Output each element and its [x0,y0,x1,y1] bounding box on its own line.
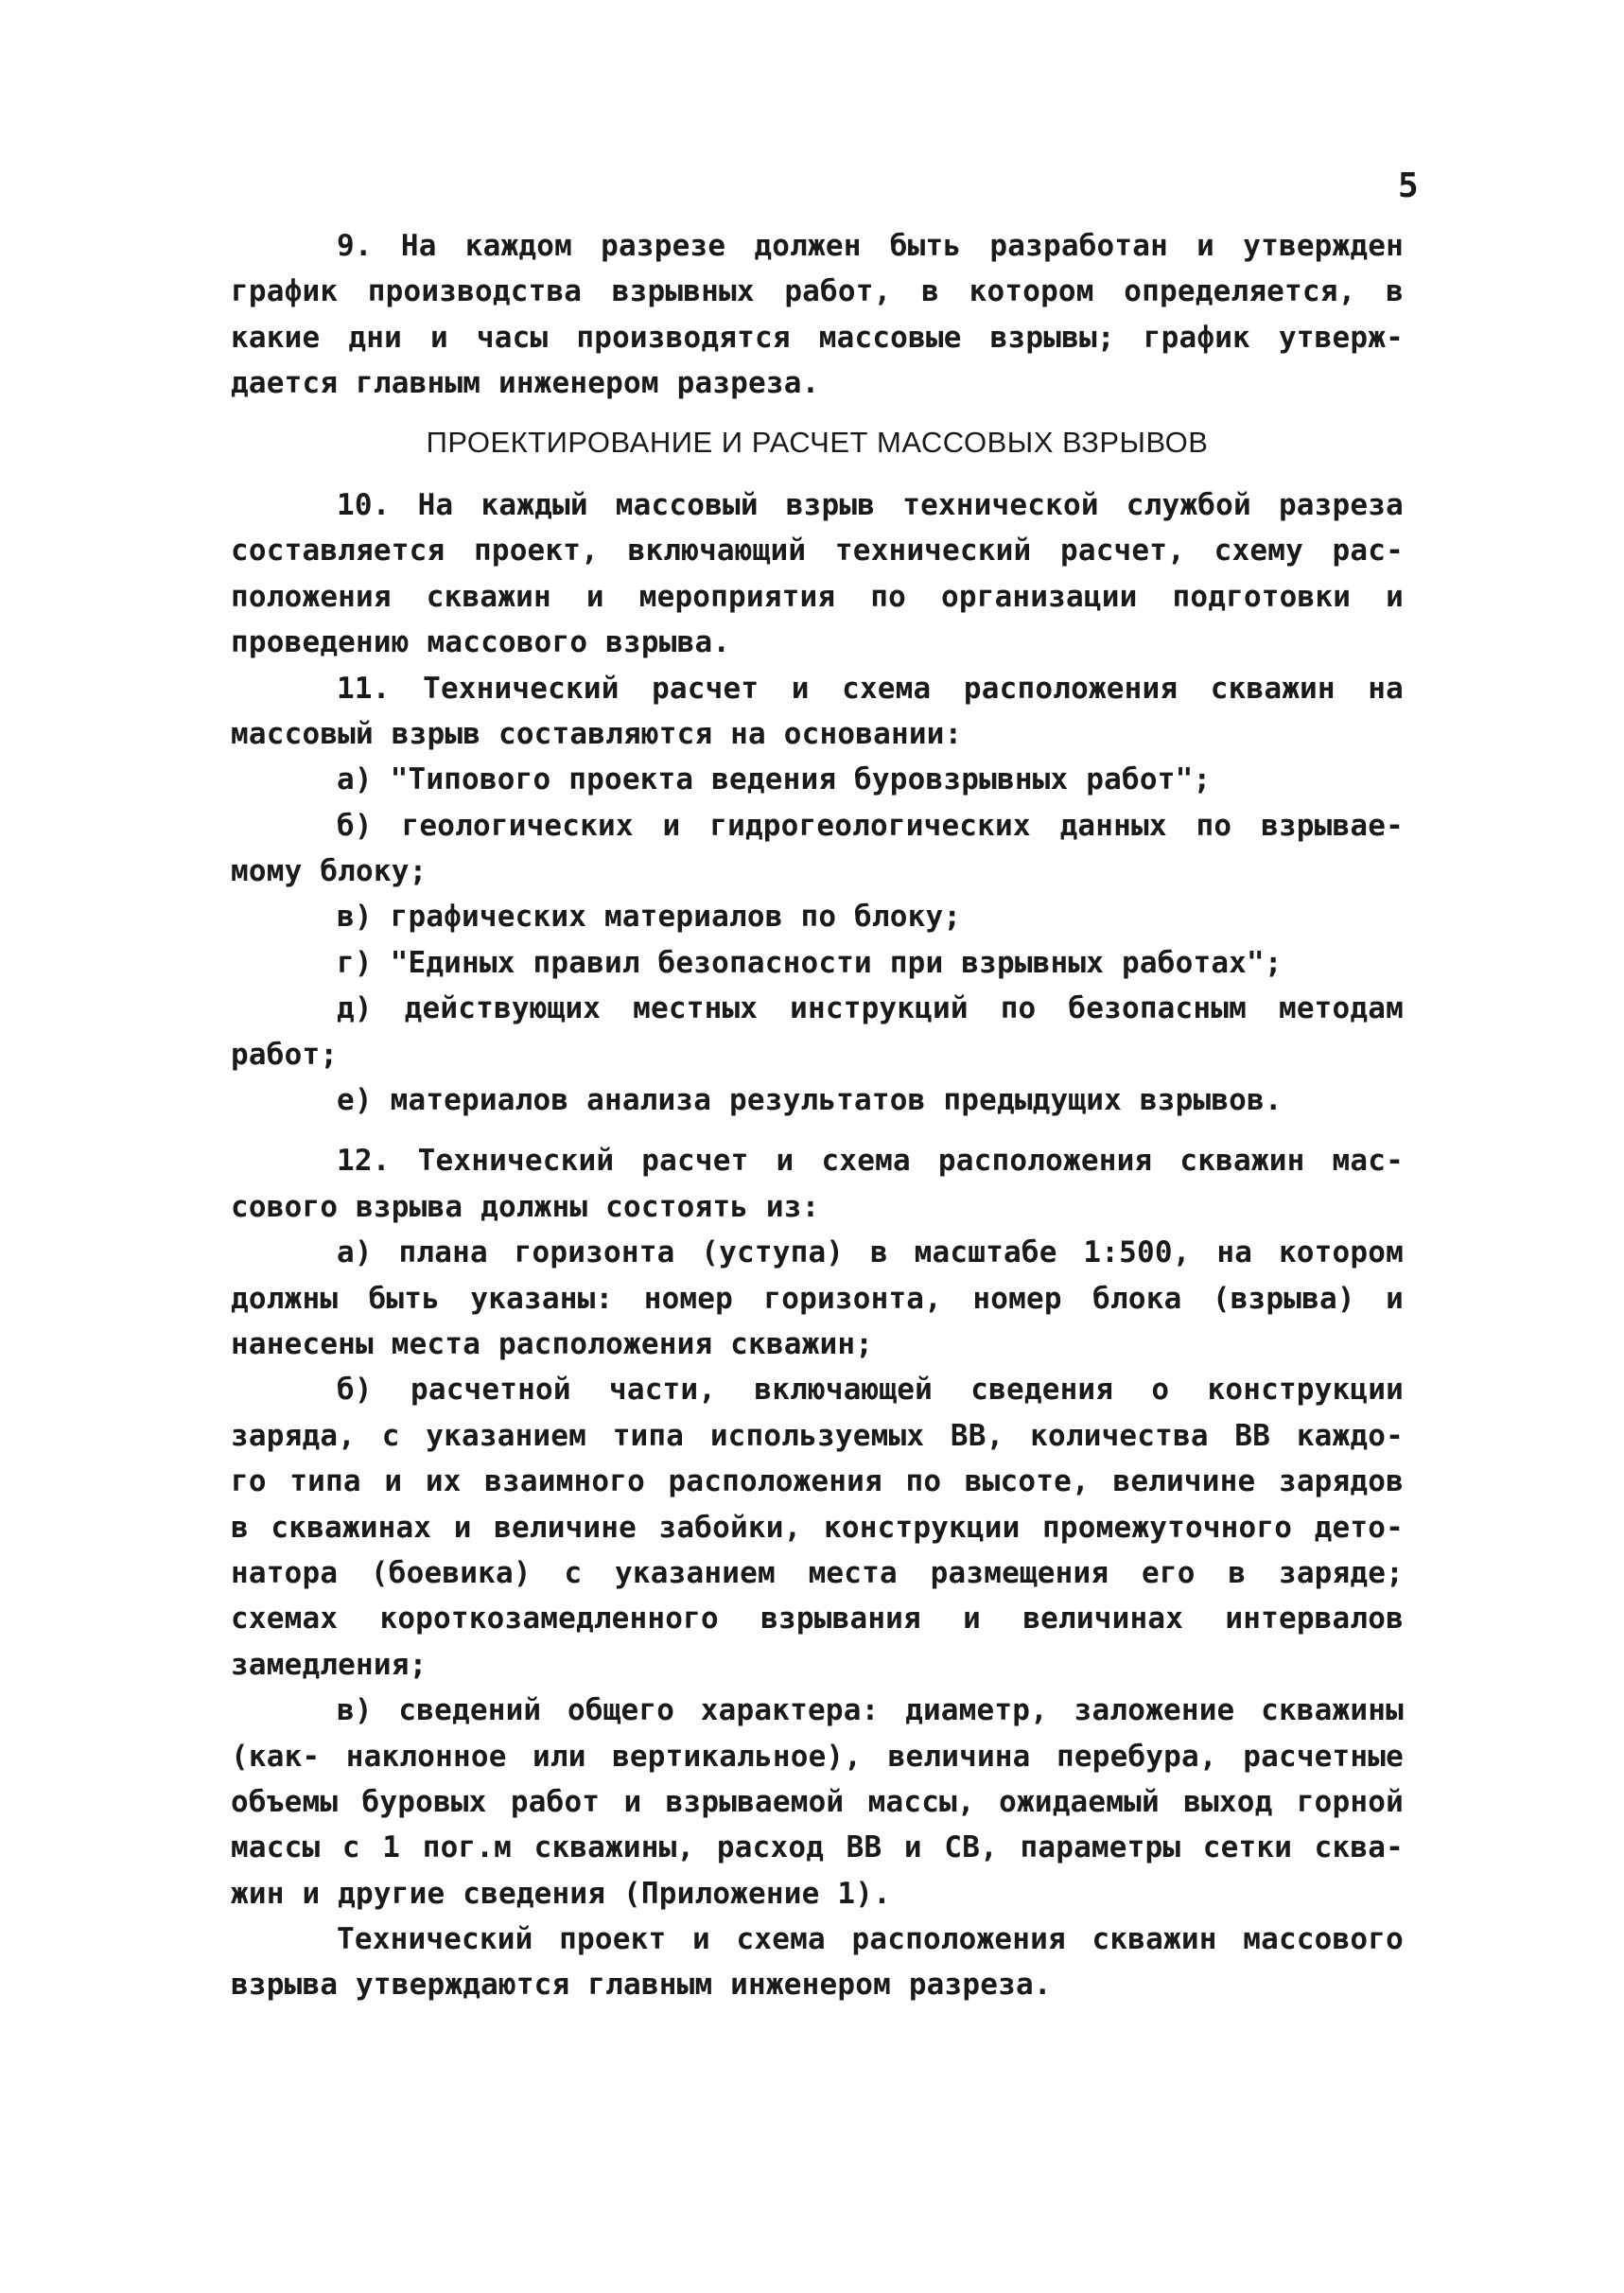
text-line: схемах короткозамедленного взрывания и величинах интервалов [231,1602,1404,1637]
list-item: мому блоку; [231,854,428,889]
text-line: взрыва утверждаются главным инженером разреза. [231,1968,1052,2003]
section-heading: ПРОЕКТИРОВАНИЕ И РАСЧЕТ МАССОВЫХ ВЗРЫВОВ [426,425,1209,459]
text-line: б) расчетной части, включающей сведения о конструкции [337,1373,1404,1408]
list-item: б) геологических и гидрогеологических данных по взрывае- [337,808,1404,843]
paragraph-12-a [231,1230,1404,1367]
paragraph-10 [231,482,1404,666]
text-line: в) сведений общего характера: диаметр, заложение скважины [337,1693,1404,1728]
text-line: натора (боевика) с указанием места размещения его в заряде; [231,1555,1404,1590]
text-line: (как- наклонное или вертикальное), величина перебура, расчетные [231,1739,1404,1774]
text-line: положения скважин и мероприятия по организации подготовки и [231,579,1404,614]
paragraph-12 [231,1138,1404,1230]
paragraph-12-c [231,1688,1404,1917]
text-line: массовый взрыв составляются на основании: [231,716,963,751]
list-item: д) действующих местных инструкций по безопасным методам [337,991,1404,1026]
text-line: замедления; [231,1647,428,1682]
page-number: 5 [1398,166,1419,205]
text-line: а) плана горизонта (уступа) в масштабе 1:500, на котором [337,1235,1404,1270]
text-line: объемы буровых работ и взрываемой массы, ожидаемый выход горной [231,1784,1404,1819]
paragraph-final [231,1917,1404,2008]
text-line: массы с 1 пог.м скважины, расход ВВ и СВ, параметры сетки сква- [231,1830,1404,1865]
list-item: е) материалов анализа результатов предыдущих взрывов. [337,1083,1283,1118]
text-line: 10. На каждый массовый взрыв технической службой разреза [337,487,1404,522]
paragraph-11 [231,666,1404,758]
text-line: в скважинах и величине забойки, конструкции промежуточного дето- [231,1510,1404,1545]
text-line: Технический проект и схема расположения скважин массового [337,1922,1404,1957]
text-line: сового взрыва должны состоять из: [231,1189,820,1224]
spacer [231,1123,1404,1138]
list-item: а) "Типового проекта ведения буровзрывных работ"; [337,762,1212,797]
list-item: г) "Единых правил безопасности при взрывных работах"; [337,945,1283,980]
text-line: график производства взрывных работ, в котором определяется, в [231,274,1404,309]
document-body [231,223,1404,2008]
text-line: 9. На каждом разрезе должен быть разработан и утвержден [337,229,1404,263]
text-line: нанесены места расположения скважин; [231,1326,874,1361]
text-line: заряда, с указанием типа используемых ВВ, количества ВВ каждо- [231,1418,1404,1453]
text-line: проведению массового взрыва. [231,625,731,660]
text-line: 11. Технический расчет и схема расположения скважин на [337,671,1404,706]
paragraph-11-list [231,757,1404,1123]
paragraph-9 [231,223,1404,407]
list-item: в) графических материалов по блоку; [337,900,962,935]
text-line: должны быть указаны: номер горизонта, номер блока (взрыва) и [231,1281,1404,1316]
text-line: какие дни и часы производятся массовые взрывы; график утверж- [231,320,1404,355]
text-line: го типа и их взаимного расположения по высоте, величине зарядов [231,1464,1404,1499]
paragraph-12-b [231,1367,1404,1688]
text-line: 12. Технический расчет и схема расположения скважин мас- [337,1144,1404,1179]
text-line: дается главным инженером разреза. [231,366,820,401]
list-item: работ; [231,1037,339,1072]
text-line: составляется проект, включающий технический расчет, схему рас- [231,534,1404,569]
text-line: жин и другие сведения (Приложение 1). [231,1876,891,1911]
